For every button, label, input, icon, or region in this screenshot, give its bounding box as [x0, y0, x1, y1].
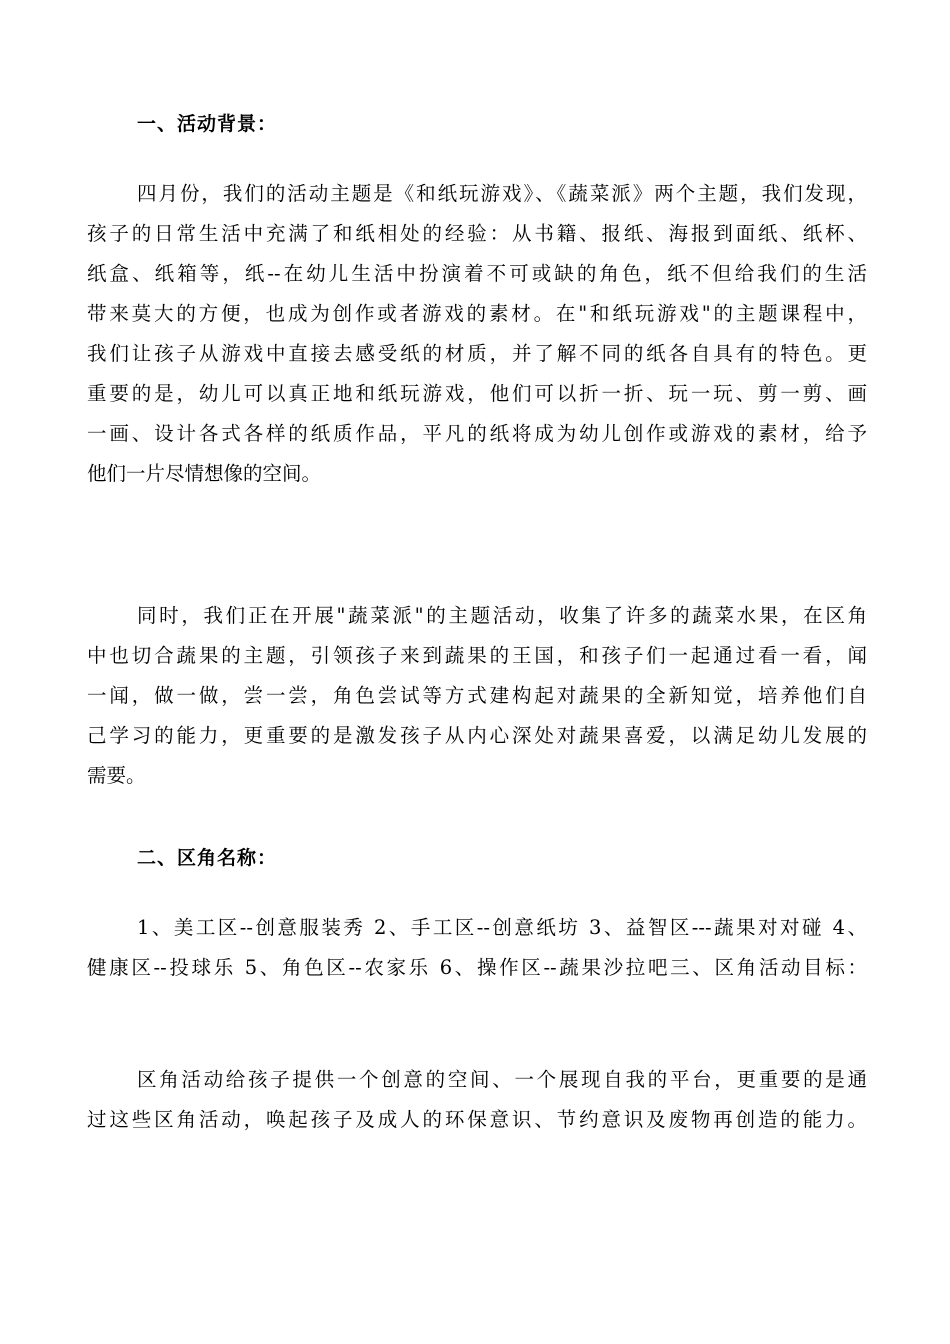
paragraph-line: 孩子的日常生活中充满了和纸相处的经验：从书籍、报纸、海报到面纸、纸杯、 — [87, 222, 867, 245]
paragraph-line: 带来莫大的方便，也成为创作或者游戏的素材。在"和纸玩游戏"的主题课程中， — [87, 302, 867, 325]
paragraph-line: 纸盒、纸箱等，纸--在幼儿生活中扮演着不可或缺的角色，纸不但给我们的生活 — [87, 262, 867, 285]
paragraph-line: 同时，我们正在开展"蔬菜派"的主题活动，收集了许多的蔬菜水果，在区角 — [137, 604, 867, 627]
paragraph-line: 需要。 — [87, 764, 146, 787]
paragraph-line: 区角活动给孩子提供一个创意的空间、一个展现自我的平台，更重要的是通 — [137, 1068, 867, 1091]
paragraph-line: 1、美工区--创意服装秀 2、手工区--创意纸坊 3、益智区---蔬果对对碰 4、 — [137, 916, 867, 939]
paragraph-line: 他们一片尽情想像的空间。 — [87, 462, 322, 485]
paragraph-line: 过这些区角活动，唤起孩子及成人的环保意识、节约意识及废物再创造的能力。 — [87, 1108, 867, 1131]
paragraph-line: 中也切合蔬果的主题，引领孩子来到蔬果的王国，和孩子们一起通过看一看，闻 — [87, 644, 867, 667]
paragraph-line: 四月份，我们的活动主题是《和纸玩游戏》、《蔬菜派》两个主题，我们发现， — [137, 182, 867, 205]
paragraph-line: 健康区--投球乐 5、角色区--农家乐 6、操作区--蔬果沙拉吧三、区角活动目标： — [87, 956, 867, 979]
paragraph-area-list — [87, 908, 867, 988]
paragraph-line: 重要的是，幼儿可以真正地和纸玩游戏，他们可以折一折、玩一玩、剪一剪、画 — [87, 382, 867, 405]
section-heading-area-names: 二、区角名称： — [137, 847, 278, 869]
paragraph-line: 己学习的能力，更重要的是激发孩子从内心深处对蔬果喜爱，以满足幼儿发展的 — [87, 724, 867, 747]
paragraph-area-goals — [87, 1060, 867, 1140]
section-heading-background: 一、活动背景： — [137, 113, 278, 135]
paragraph-background-1 — [87, 174, 867, 494]
paragraph-line: 一画、设计各式各样的纸质作品，平凡的纸将成为幼儿创作或游戏的素材，给予 — [87, 422, 867, 445]
paragraph-background-2 — [87, 596, 867, 796]
paragraph-line: 我们让孩子从游戏中直接去感受纸的材质，并了解不同的纸各自具有的特色。更 — [87, 342, 867, 365]
paragraph-line: 一闻，做一做，尝一尝，角色尝试等方式建构起对蔬果的全新知觉，培养他们自 — [87, 684, 867, 707]
